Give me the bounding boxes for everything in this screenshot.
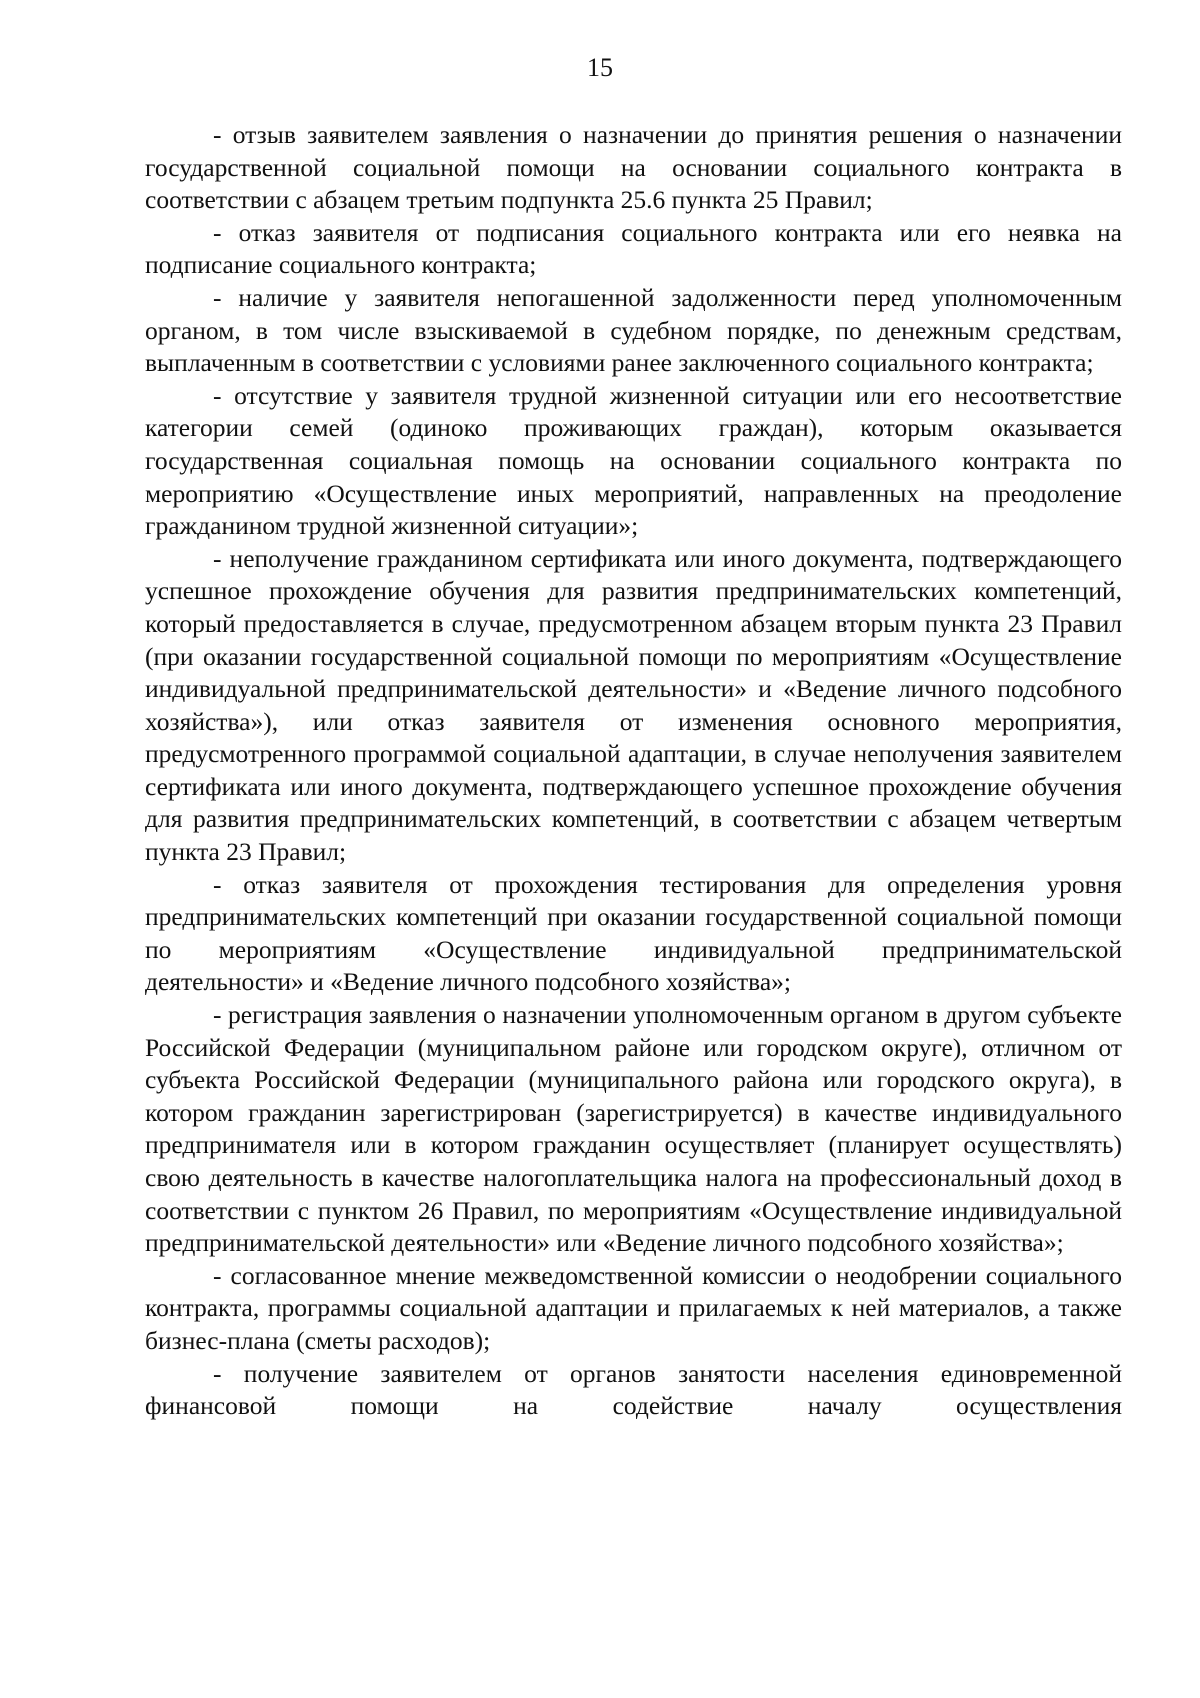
paragraph-application-withdrawal: - отзыв заявителем заявления о назначении до принятия решения о назначении государственной социальной помощи на основании социального контракта в соответствии с абзацем третьим подпункта 25.6 пункта 25 Правил;	[145, 120, 1122, 215]
paragraph-refusal-to-sign: - отказ заявителя от подписания социального контракта или его неявка на подписание социального контракта;	[145, 217, 1122, 280]
document-body	[145, 119, 1122, 1423]
paragraph-no-certificate: - неполучение гражданином сертификата или иного документа, подтверждающего успешное прохождение обучения для развития предпринимательских компетенций, который предоставляется в случае, предусмотренном абзацем вторым пункта 23 Правил (при оказании государственной социальной помощи по мероприятиям «Осуществление индивидуальной предпринимательской деятельности» и «Ведение личного подсобного хозяйства»), или отказ заявителя от изменения основного мероприятия, предусмотренного программой социальной адаптации, в случае неполучения заявителем сертификата или иного документа, подтверждающего успешное прохождение обучения для развития предпринимательских компетенций, в соответствии с абзацем четвертым пункта 23 Правил;	[145, 543, 1122, 867]
paragraph-no-hardship: - отсутствие у заявителя трудной жизненной ситуации или его несоответствие категории семей (одиноко проживающих граждан), которым оказывается государственная социальная помощь на основании социального контракта по мероприятию «Осуществление иных мероприятий, направленных на преодоление гражданином трудной жизненной ситуации»;	[145, 380, 1122, 541]
paragraph-outstanding-debt: - наличие у заявителя непогашенной задолженности перед уполномоченным органом, в том числе взыскиваемой в судебном порядке, по денежным средствам, выплаченным в соответствии с условиями ранее заключенного социального контракта;	[145, 282, 1122, 378]
paragraph-commission-rejection: - согласованное мнение межведомственной комиссии о неодобрении социального контракта, программы социальной адаптации и прилагаемых к ней материалов, а также бизнес-плана (сметы расходов);	[145, 1260, 1122, 1355]
page-number: 15	[587, 53, 613, 82]
paragraph-other-region-registration: - регистрация заявления о назначении уполномоченным органом в другом субъекте Российской Федерации (муниципальном районе или городском округе), отличном от субъекта Российской Федерации (муниципального района или городского округа), в котором гражданин зарегистрирован (зарегистрируется) в качестве индивидуального предпринимателя или в котором гражданин осуществляет (планирует осуществлять) свою деятельность в качестве налогоплательщика налога на профессиональный доход в соответствии с пунктом 26 Правил, по мероприятиям «Осуществление индивидуальной предпринимательской деятельности» или «Ведение личного подсобного хозяйства»;	[145, 1000, 1122, 1258]
paragraph-test-refusal: - отказ заявителя от прохождения тестирования для определения уровня предпринимательских компетенций при оказании государственной социальной помощи по мероприятиям «Осуществление индивидуальной предпринимательской деятельности» и «Ведение личного подсобного хозяйства»;	[145, 869, 1122, 997]
paragraph-employment-aid: - получение заявителем от органов занятости населения единовременной финансовой помощи на содействие началу осуществления	[145, 1358, 1122, 1421]
